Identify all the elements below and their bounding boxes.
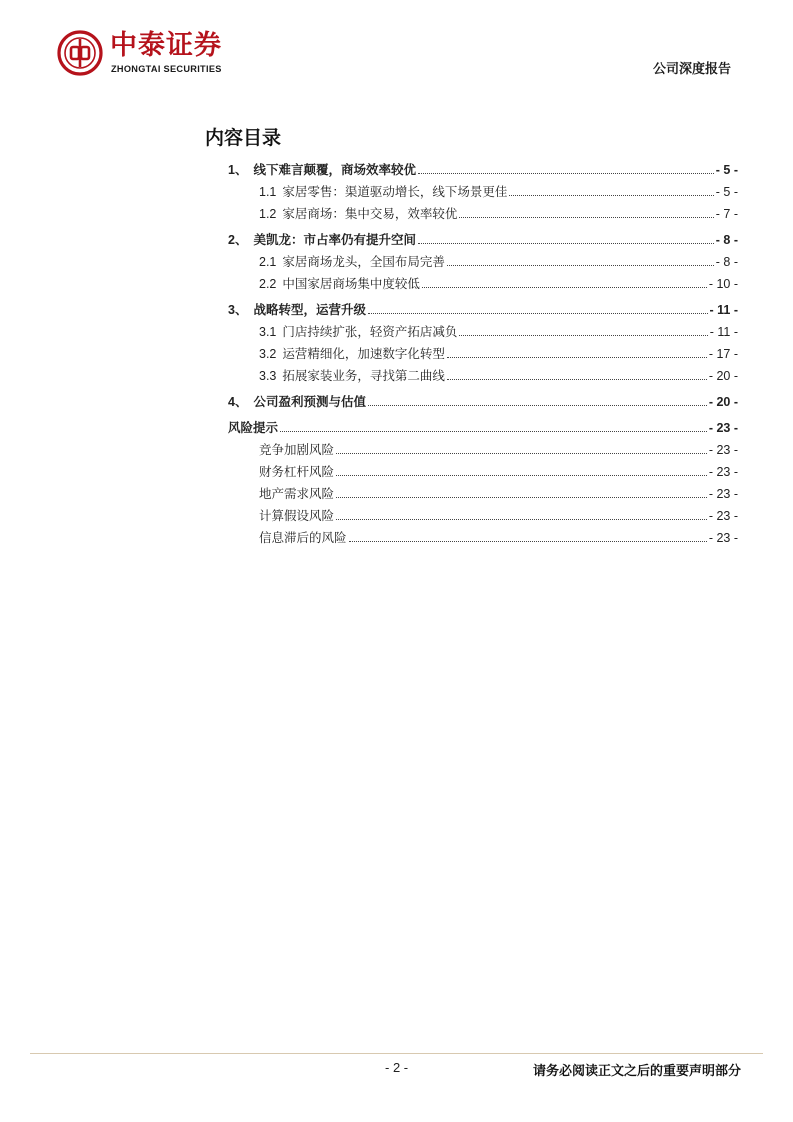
- toc-entry-page: - 20 -: [708, 395, 738, 409]
- toc-entry-chapter[interactable]: [228, 299, 738, 321]
- toc-entry-number: 2、: [228, 233, 248, 247]
- toc-entry-section[interactable]: [228, 251, 738, 273]
- toc-entry-page: - 23 -: [708, 531, 738, 545]
- toc-entry-title: 公司盈利预测与估值: [253, 394, 366, 409]
- toc-leader-dots: [447, 343, 707, 358]
- toc-leader-dots: [509, 181, 713, 196]
- toc-leader-dots: [447, 365, 707, 380]
- toc-entry-number: 3、: [228, 303, 248, 317]
- toc-entry-page: - 5 -: [715, 185, 738, 199]
- toc-entry-title: 家居商场龙头，全国布局完善: [282, 254, 445, 269]
- toc-entry-section[interactable]: [228, 181, 738, 203]
- toc-entry-title: 计算假设风险: [259, 508, 335, 523]
- toc-entry-page: - 7 -: [715, 207, 738, 221]
- toc-entry-number: 1、: [228, 163, 248, 177]
- toc-entry-number: 3.2: [259, 347, 277, 361]
- toc-leader-dots: [418, 229, 714, 244]
- report-type-label: 公司深度报告: [652, 62, 731, 77]
- toc-leader-dots: [336, 461, 707, 476]
- toc-entry-title: 地产需求风险: [259, 486, 335, 501]
- toc-entry-section[interactable]: [228, 439, 738, 461]
- footer-disclaimer: 请务必阅读正文之后的重要声明部分: [532, 1064, 741, 1079]
- toc-entry-title: 中国家居商场集中度较低: [282, 276, 420, 291]
- toc-entry-section[interactable]: [228, 343, 738, 365]
- toc-entry-title: 运营精细化，加速数字化转型: [282, 346, 445, 361]
- toc-leader-dots: [459, 203, 713, 218]
- footer-divider: [30, 1053, 763, 1054]
- toc-entry-section[interactable]: [228, 203, 738, 225]
- page-number: - 2 -: [385, 1060, 409, 1075]
- toc-leader-dots: [349, 527, 707, 542]
- toc-entry-title: 信息滞后的风险: [259, 530, 347, 545]
- toc-entry-title: 风险提示: [228, 420, 279, 435]
- toc-leader-dots: [368, 299, 708, 314]
- toc-entry-title: 家居零售：渠道驱动增长，线下场景更佳: [282, 184, 508, 199]
- toc-entry-number: 3.3: [259, 369, 277, 383]
- toc-entry-page: - 23 -: [708, 443, 738, 457]
- toc-entry-page: - 20 -: [708, 369, 738, 383]
- toc-entry-number: 2.1: [259, 255, 277, 269]
- toc-leader-dots: [459, 321, 707, 336]
- toc-entry-section[interactable]: [228, 365, 738, 387]
- logo-chinese-name: 中泰证券: [110, 30, 222, 61]
- toc-entry-section[interactable]: [228, 321, 738, 343]
- toc-leader-dots: [418, 159, 714, 174]
- toc-leader-dots: [447, 251, 714, 266]
- toc-entry-number: 4、: [228, 395, 248, 409]
- toc-entry-section[interactable]: [228, 483, 738, 505]
- toc-entry-page: - 11 -: [709, 303, 738, 317]
- toc-entry-number: 2.2: [259, 277, 277, 291]
- toc-entry-chapter[interactable]: [228, 391, 738, 413]
- toc-entry-number: 3.1: [259, 325, 277, 339]
- toc-entry-title: 线下难言颠覆，商场效率较优: [253, 162, 416, 177]
- toc-leader-dots: [422, 273, 707, 288]
- toc-leader-dots: [336, 483, 707, 498]
- toc-entry-title: 家居商场：集中交易，效率较优: [282, 206, 458, 221]
- toc-leader-dots: [336, 505, 707, 520]
- page-header: [0, 0, 793, 100]
- toc-entry-page: - 23 -: [708, 465, 738, 479]
- toc-entry-title: 美凯龙：市占率仍有提升空间: [253, 232, 416, 247]
- toc-entry-section[interactable]: [228, 461, 738, 483]
- toc-entry-page: - 23 -: [708, 487, 738, 501]
- company-logo: [57, 30, 247, 78]
- toc-entry-page: - 11 -: [709, 325, 738, 339]
- toc-entry-chapter[interactable]: [228, 229, 738, 251]
- toc-entry-title: 战略转型，运营升级: [253, 302, 366, 317]
- toc-entry-page: - 8 -: [715, 233, 738, 247]
- logo-english-name: ZHONGTAI SECURITIES: [111, 64, 222, 74]
- toc-entry-page: - 17 -: [708, 347, 738, 361]
- toc-entry-number: 1.2: [259, 207, 277, 221]
- zhongtai-logo-icon: [57, 30, 103, 76]
- toc-leader-dots: [368, 391, 707, 406]
- toc-title: 内容目录: [205, 127, 282, 149]
- toc-leader-dots: [336, 439, 707, 454]
- toc-entry-chapter[interactable]: [228, 159, 738, 181]
- toc-entry-title: 拓展家装业务，寻找第二曲线: [282, 368, 445, 383]
- toc-entry-title: 竞争加剧风险: [259, 442, 335, 457]
- table-of-contents: [228, 157, 738, 549]
- toc-entry-page: - 10 -: [708, 277, 738, 291]
- toc-entry-section[interactable]: [228, 505, 738, 527]
- toc-entry-section[interactable]: [228, 273, 738, 295]
- toc-entry-number: 1.1: [259, 185, 277, 199]
- toc-entry-page: - 23 -: [708, 421, 738, 435]
- toc-entry-page: - 5 -: [715, 163, 738, 177]
- toc-entry-chapter[interactable]: [228, 417, 738, 439]
- toc-entry-page: - 8 -: [715, 255, 738, 269]
- toc-entry-page: - 23 -: [708, 509, 738, 523]
- toc-entry-title: 门店持续扩张，轻资产拓店减负: [282, 324, 458, 339]
- toc-entry-title: 财务杠杆风险: [259, 464, 335, 479]
- toc-entry-section[interactable]: [228, 527, 738, 549]
- toc-leader-dots: [280, 417, 707, 432]
